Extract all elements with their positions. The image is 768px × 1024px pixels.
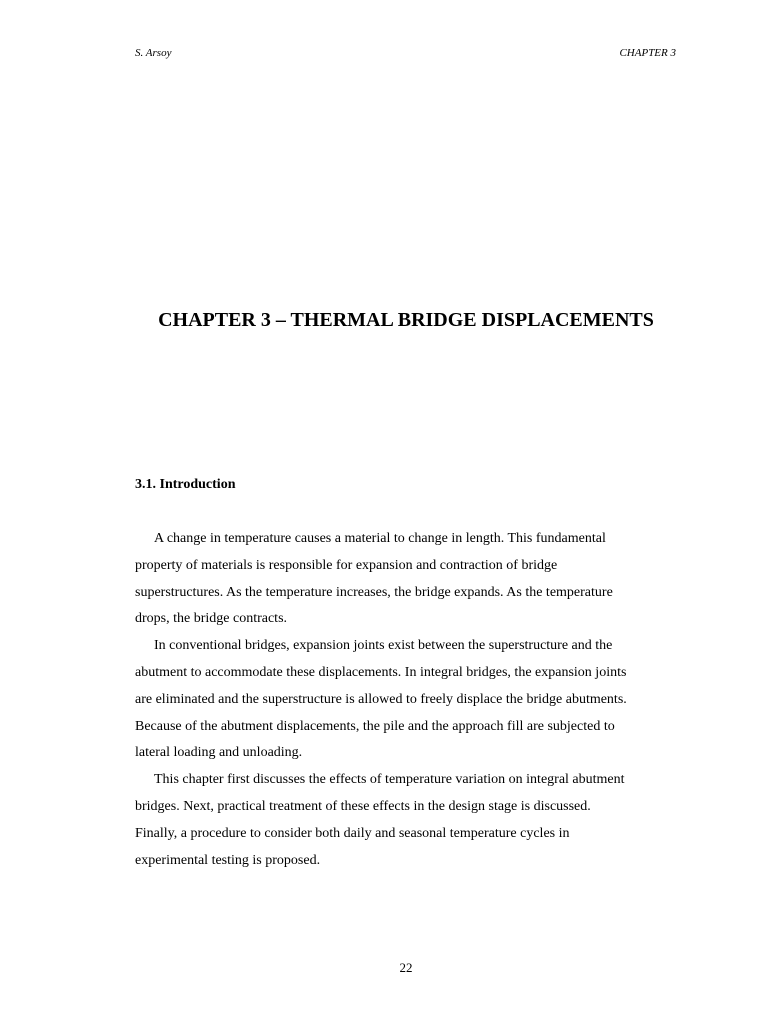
paragraph xyxy=(135,767,675,874)
section-heading: 3.1. Introduction xyxy=(135,477,236,492)
text-line: drops, the bridge contracts. xyxy=(135,611,288,627)
text-line: This chapter first discusses the effects of temperature variation on integral abutment xyxy=(154,772,625,788)
paragraph xyxy=(135,633,675,767)
page-number: 22 xyxy=(399,960,413,975)
text-line: abutment to accommodate these displacements. In integral bridges, the expansion joints xyxy=(135,664,627,680)
text-line: property of materials is responsible for expansion and contraction of bridge xyxy=(135,557,558,573)
text-line: Finally, a procedure to consider both daily and seasonal temperature cycles in xyxy=(135,825,570,841)
text-line: superstructures. As the temperature increases, the bridge expands. As the temperature xyxy=(135,584,613,600)
body-text xyxy=(135,526,675,874)
running-header-author: S. Arsoy xyxy=(135,47,172,59)
text-line: A change in temperature causes a material to change in length. This fundamental xyxy=(154,531,606,546)
running-header-chapter: CHAPTER 3 xyxy=(619,47,676,59)
text-line: In conventional bridges, expansion joints exist between the superstructure and the xyxy=(154,638,613,654)
text-line: bridges. Next, practical treatment of these effects in the design stage is discussed. xyxy=(135,798,591,814)
text-line: lateral loading and unloading. xyxy=(135,745,303,761)
text-line: are eliminated and the superstructure is allowed to freely displace the bridge abutments. xyxy=(135,691,627,707)
paragraph xyxy=(135,526,675,633)
text-line: experimental testing is proposed. xyxy=(135,852,321,868)
text-line: Because of the abutment displacements, the pile and the approach fill are subjected to xyxy=(135,718,615,734)
chapter-title: CHAPTER 3 – THERMAL BRIDGE DISPLACEMENTS xyxy=(158,309,654,331)
